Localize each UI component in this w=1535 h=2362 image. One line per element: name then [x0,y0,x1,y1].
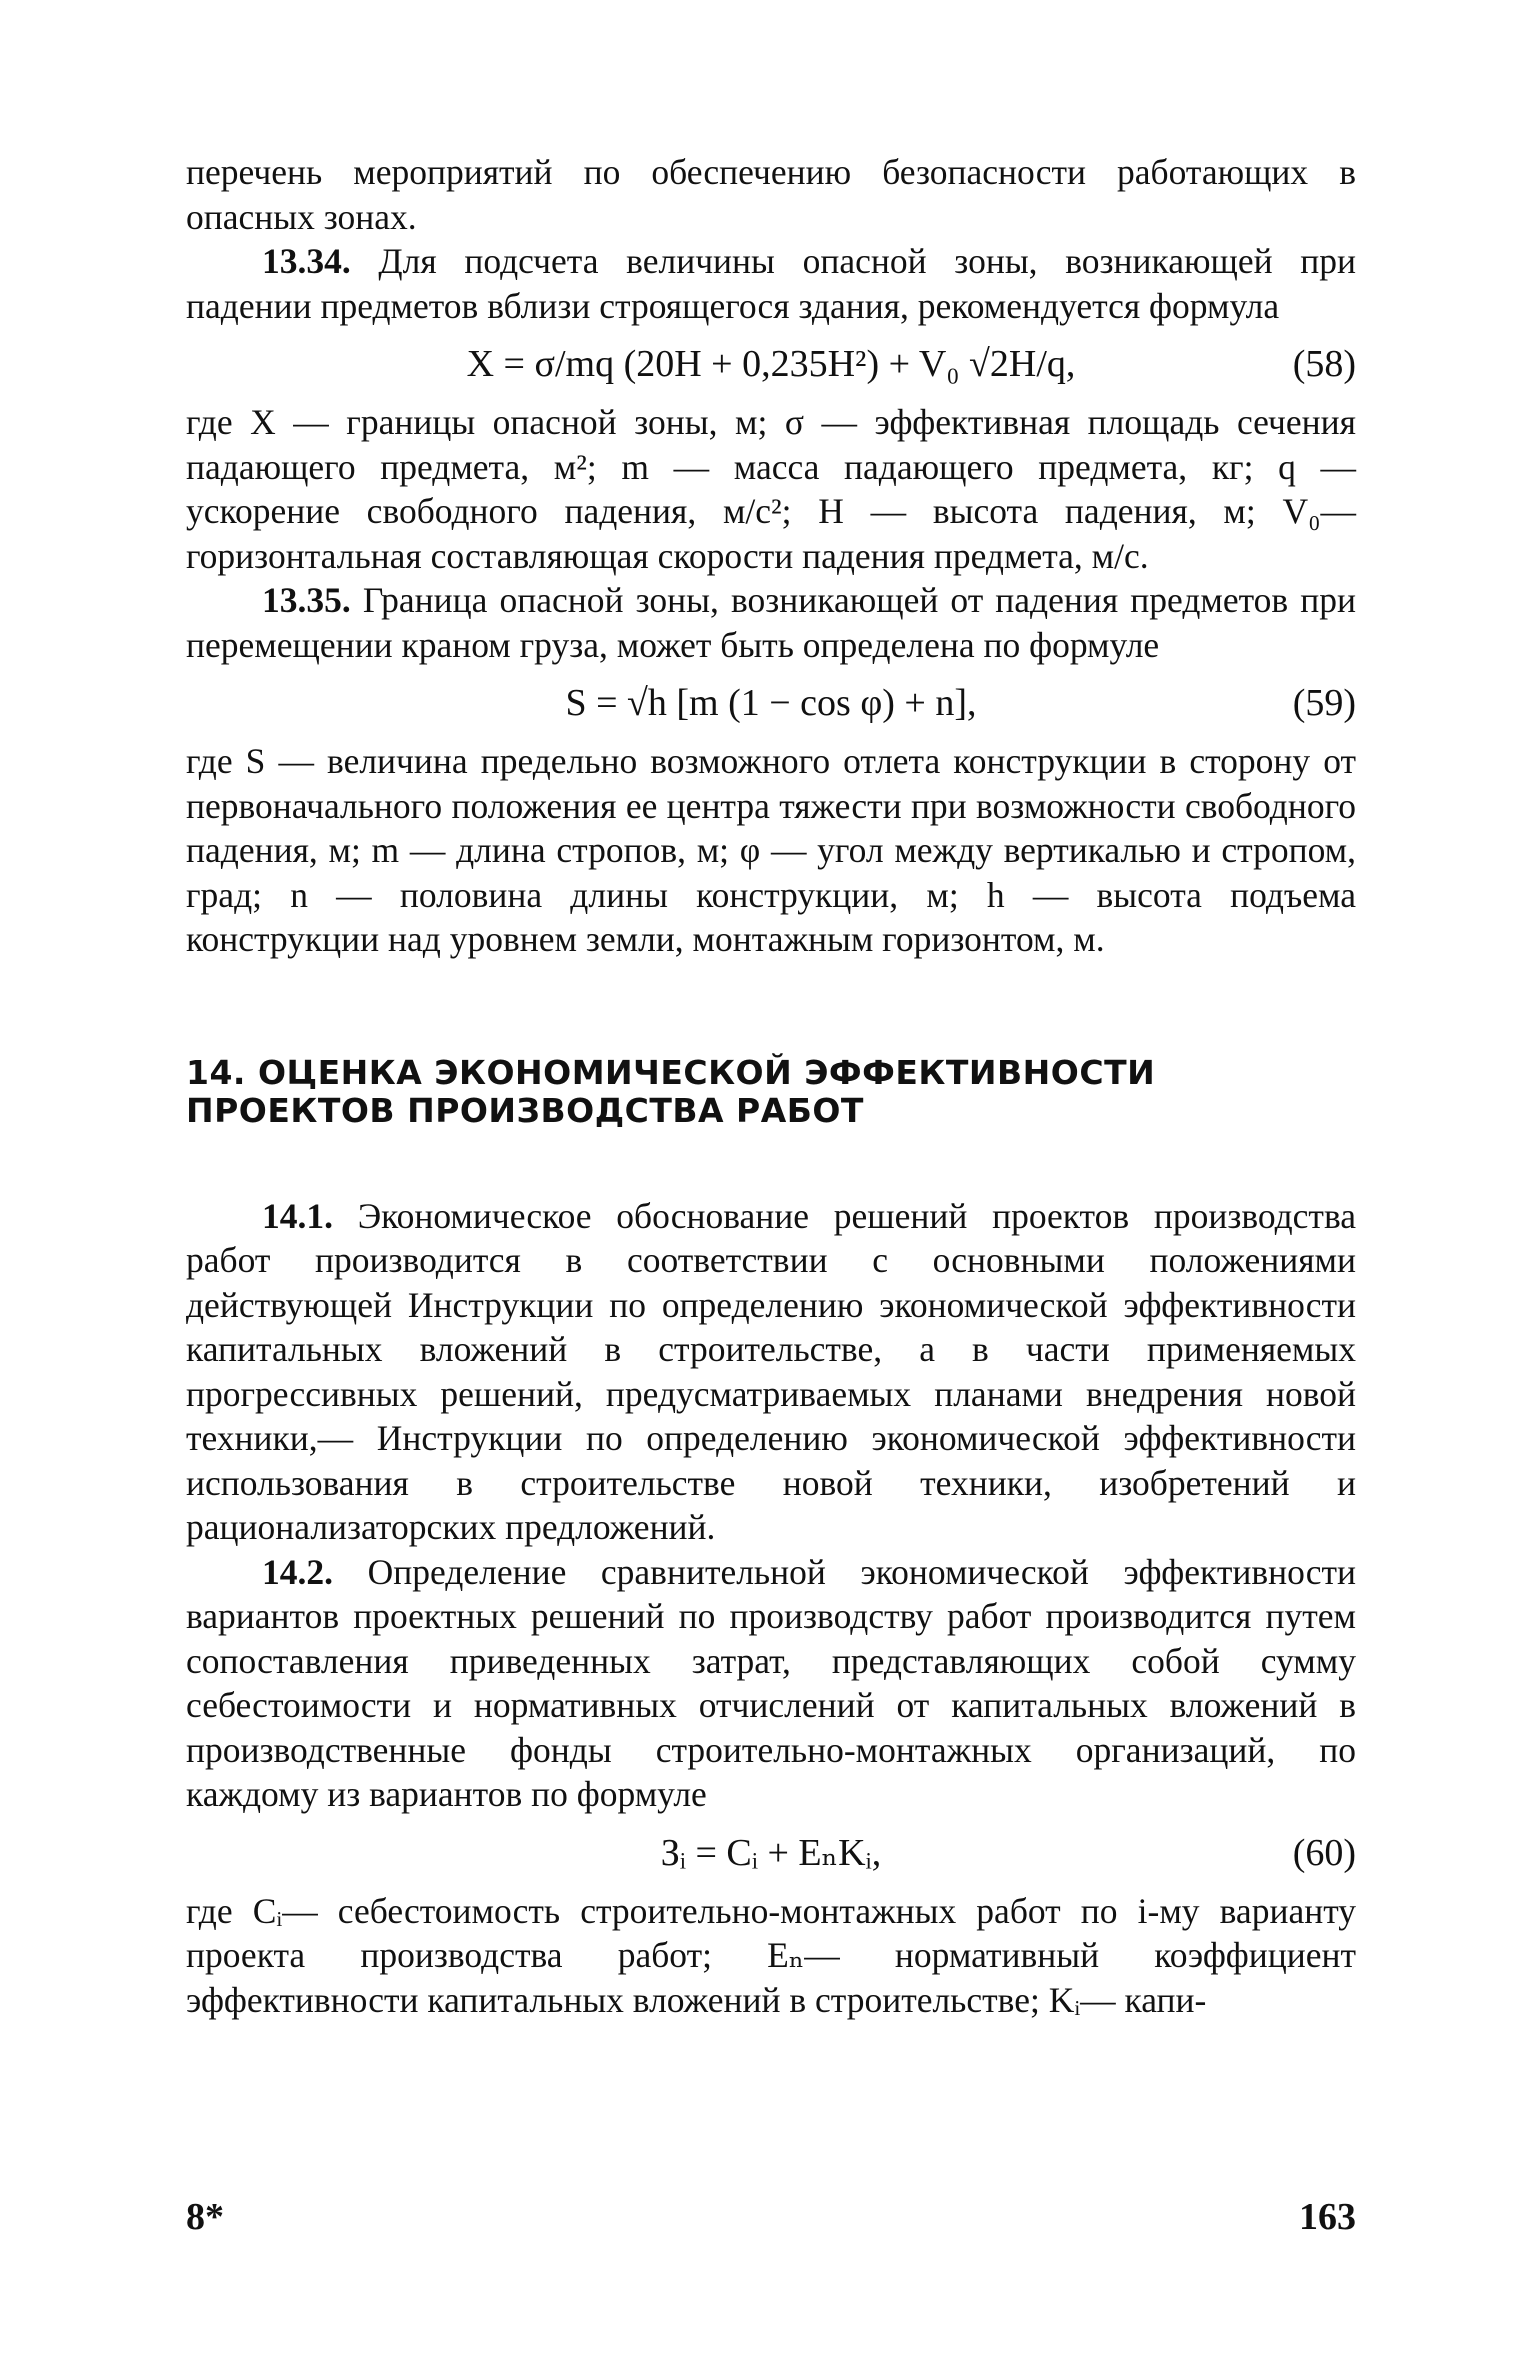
page-body [186,150,1356,2022]
paragraph-13-34 [186,239,1356,328]
paragraph-text: Определение сравнительной экономической эффективности вариантов проектных решений по производству работ производится путем сопоставления приведенных затрат, представляющих собой сумму себестоимости и нормативных отчислений от капитальных вложений в производственные фонды строительно-монтажных организаций, по каждому из вариантов по формуле [186,1551,1357,1814]
signature-mark: 8* [186,2196,224,2238]
formula-number: (58) [1292,343,1356,385]
paragraph-14-1 [186,1194,1356,1550]
formula-59 [186,667,1356,739]
paragraph-text: Граница опасной зоны, возникающей от падения предметов при перемещении краном груза, может быть определена по формуле [186,580,1356,665]
formula-number: (60) [1292,1831,1356,1874]
paragraph-definitions-59: где S — величина предельно возможного отлета конструкции в сторону от первоначального положения ее центра тяжести при возможности свободного падения, м; m — длина стропов, м; φ — угол между вертикалью и стропом, град; n — половина длины конструкции, м; h — высота подъема конструкции над уровнем земли, монтажным горизонтом, м. [186,741,1356,959]
paragraph-number: 14.1. [262,1195,333,1236]
paragraph-13-35 [186,578,1356,667]
paragraph-continuation: перечень мероприятий по обеспечению безопасности работающих в опасных зонах. [186,152,1356,237]
formula-60 [186,1817,1356,1889]
paragraph-number: 13.34. [262,241,351,281]
formula-expression: S = √h [m (1 − cos φ) + n], [565,682,977,724]
formula-58 [186,328,1356,400]
paragraph-text: Экономическое обоснование решений проектов производства работ производится в соответствии с основными положениями действующей Инструкции по определению экономической эффективности капитальных вложений в строительстве, а в части применяемых прогрессивных решений, предусматриваемых планами внедрения новой техники,— Инструкции по определению экономической эффективности использования в строительстве новой техники, изобретений и рационализаторских предложений. [186,1195,1356,1547]
paragraph-number: 13.35. [262,580,351,620]
formula-number: (59) [1292,682,1356,724]
page-footer [186,2195,1356,2245]
formula-expression: Зᵢ = Cᵢ + EₙKᵢ, [660,1831,882,1874]
section-heading: 14. ОЦЕНКА ЭКОНОМИЧЕСКОЙ ЭФФЕКТИВНОСТИ ПРОЕКТОВ ПРОИЗВОДСТВА РАБОТ [186,1052,1156,1130]
paragraph-text: Для подсчета величины опасной зоны, возникающей при падении предметов вблизи строящегося здания, рекомендуется формула [186,241,1356,326]
paragraph-definitions-60: где Cᵢ— себестоимость строительно-монтажных работ по i-му варианту проекта производства работ; Eₙ— нормативный коэффициент эффективности капитальных вложений в строительстве; Kᵢ— капи- [186,1890,1356,2020]
paragraph-definitions-58: где X — границы опасной зоны, м; σ — эффективная площадь сечения падающего предмета, м²; m — масса падающего предмета, кг; q — ускорение свободного падения, м/с²; H — высота падения, м; V₀— горизонтальная составляющая скорости падения предмета, м/с. [186,402,1356,576]
page-number: 163 [1299,2196,1356,2238]
formula-expression: X = σ/mq (20H + 0,235H²) + V₀ √2H/q, [466,343,1076,385]
paragraph-14-2 [186,1550,1356,1817]
paragraph-number: 14.2. [262,1551,333,1592]
